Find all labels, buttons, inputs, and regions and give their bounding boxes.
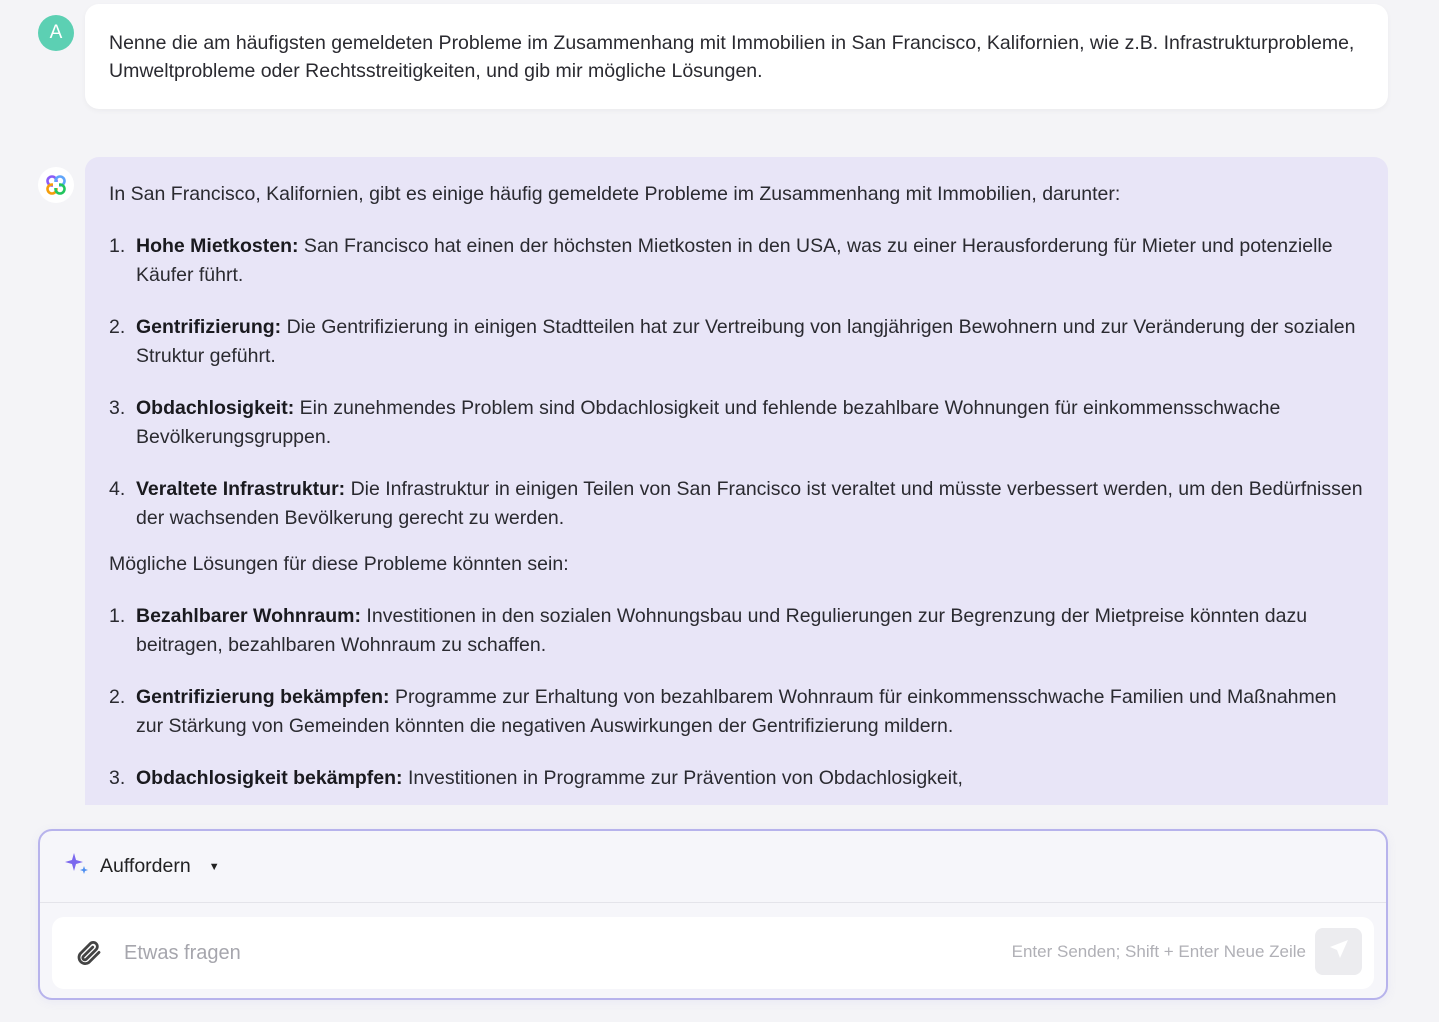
user-message-bubble: Nenne die am häufigsten gemeldeten Probleme im Zusammenhang mit Immobilien in San Francisco, Kalifornien, wie z.B. Infrastrukturprobleme, Umweltprobleme oder Rechtsstreitigkeiten, und gib mir mögliche Lösungen.	[85, 4, 1388, 109]
list-item: 4. Veraltete Infrastruktur: Die Infrastruktur in einigen Teilen von San Francisco ist veraltet und müsste verbessert werden, um den Bedürfnissen der wachsenden Bevölkerung gerecht zu werden.	[109, 478, 1363, 529]
user-avatar: A	[38, 15, 74, 51]
composer	[38, 829, 1388, 1000]
send-icon	[1327, 937, 1351, 966]
prompt-input[interactable]	[124, 935, 924, 971]
caret-down-icon: ▼	[208, 860, 220, 873]
mode-label: Auffordern	[100, 855, 191, 877]
keyboard-hint: Enter Senden; Shift + Enter Neue Zeile	[1011, 942, 1306, 961]
problems-list	[109, 232, 1364, 533]
list-item: 3. Obdachlosigkeit: Ein zunehmendes Problem sind Obdachlosigkeit und fehlende bezahlbare Wohnungen für einkommensschwache Bevölkerungsgruppen.	[109, 397, 1281, 448]
sparkle-icon	[64, 851, 90, 882]
list-item: 2. Gentrifizierung: Die Gentrifizierung in einigen Stadtteilen hat zur Vertreibung von langjährigen Bewohnern und zur Veränderung der sozialen Struktur geführt.	[109, 316, 1356, 367]
input-box	[52, 917, 1374, 989]
send-button[interactable]	[1315, 928, 1362, 975]
composer-toolbar	[40, 831, 1386, 903]
list-item: 1. Hohe Mietkosten: San Francisco hat einen der höchsten Mietkosten in den USA, was zu einer Herausforderung für Mieter und potenzielle Käufer führt.	[109, 235, 1333, 286]
list-item: 1. Bezahlbarer Wohnraum: Investitionen in den sozialen Wohnungsbau und Regulierungen zur Begrenzung der Mietpreise könnten dazu beitragen, bezahlbaren Wohnraum zu schaffen.	[109, 605, 1308, 656]
ai-logo-icon	[38, 167, 74, 203]
ai-intro: In San Francisco, Kalifornien, gibt es einige häufig gemeldete Probleme im Zusammenhang mit Immobilien, darunter:	[109, 183, 1121, 205]
list-item: 2. Gentrifizierung bekämpfen: Programme zur Erhaltung von bezahlbarem Wohnraum für einkommensschwache Familien und Maßnahmen zur Stärkung von Gemeinden könnten die negativen Auswirkungen der Gentrifizierung mildern.	[109, 686, 1337, 737]
solutions-list	[109, 602, 1364, 793]
ai-message-bubble	[85, 157, 1388, 805]
mode-dropdown[interactable]	[64, 851, 220, 882]
solutions-intro: Mögliche Lösungen für diese Probleme könnten sein:	[109, 553, 569, 575]
list-item: 3. Obdachlosigkeit bekämpfen: Investitionen in Programme zur Prävention von Obdachlosigkeit,	[109, 767, 963, 789]
paperclip-icon[interactable]	[74, 937, 104, 969]
